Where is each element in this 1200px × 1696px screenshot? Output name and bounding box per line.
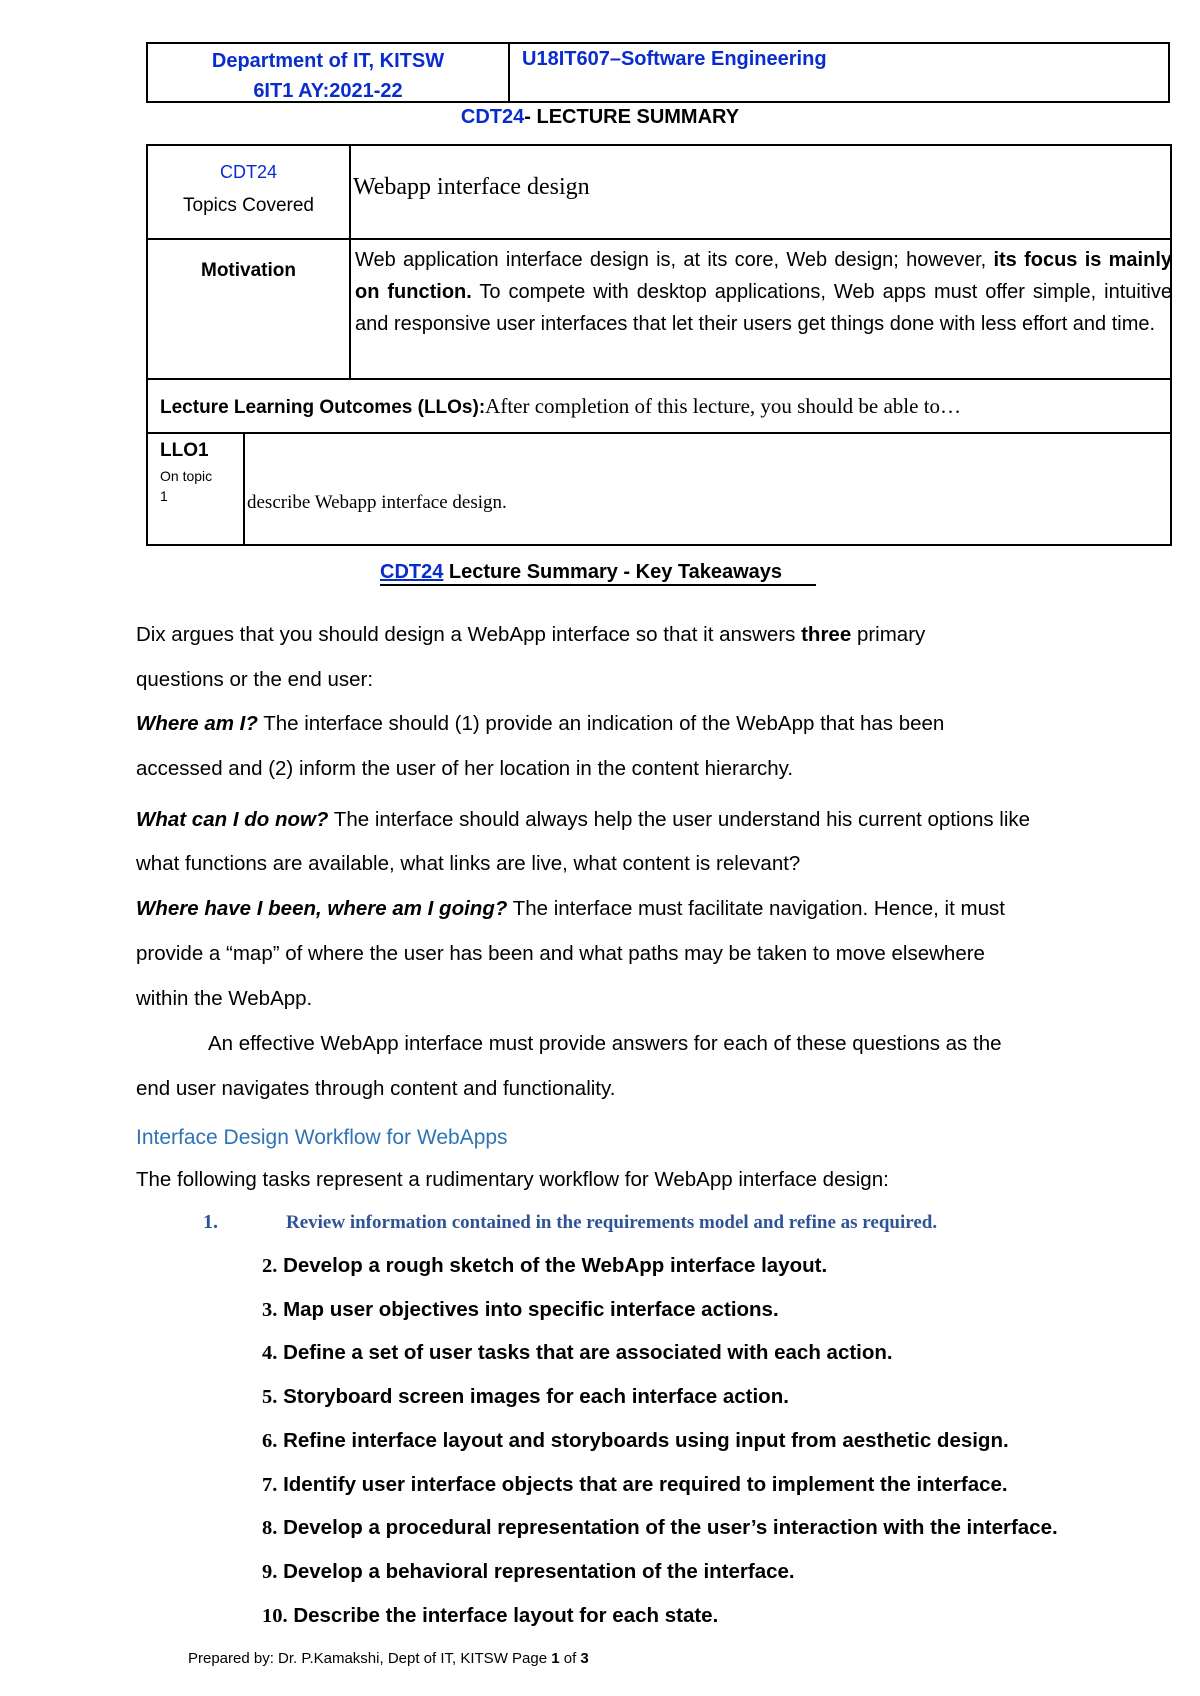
llo-heading-row	[148, 380, 1170, 434]
workflow-step	[262, 1429, 1009, 1453]
motivation-text-part2: To compete with desktop applications, Web apps must offer simple, intuitive and responsive user interfaces that let their users get things done with less effort and time.	[355, 281, 1172, 335]
motivation-label: Motivation	[201, 260, 296, 281]
question-1-line-1	[136, 712, 944, 736]
footer-of: of	[559, 1650, 581, 1667]
llo-on-topic: On topic	[160, 468, 213, 484]
step-number: 5.	[262, 1386, 278, 1408]
topics-row	[148, 146, 1170, 240]
question-1-text: The interface should (1) provide an indication of the WebApp that has been	[257, 712, 945, 735]
topic-value: Webapp interface design	[353, 174, 590, 200]
step-text: Define a set of user tasks that are associated with each action.	[283, 1341, 893, 1364]
step-number: 1.	[203, 1211, 218, 1233]
step-number: 9.	[262, 1561, 278, 1583]
step-text: Storyboard screen images for each interface action.	[283, 1385, 789, 1408]
question-1-label: Where am I?	[136, 712, 258, 735]
step-number: 8.	[262, 1517, 278, 1539]
footer	[188, 1650, 589, 1667]
takeaways-code: CDT24	[380, 561, 444, 583]
workflow-heading: Interface Design Workflow for WebApps	[136, 1126, 508, 1149]
lecture-code: CDT24	[460, 106, 525, 128]
intro-line-2: questions or the end user:	[136, 668, 374, 691]
step-number: 10.	[262, 1605, 288, 1627]
takeaways-title	[380, 560, 816, 586]
intro-text: Dix argues that you should design a WebApp interface so that it answers	[136, 623, 802, 646]
llo-heading-bold: Lecture Learning Outcomes (LLOs):	[160, 397, 486, 418]
header-box	[146, 42, 1170, 103]
step-number: 7.	[262, 1474, 278, 1496]
motivation-text	[351, 240, 1172, 340]
llo1-label-cell	[148, 434, 245, 544]
summary-table	[146, 144, 1172, 546]
question-2-label: What can I do now?	[136, 808, 329, 831]
question-2-text: The interface should always help the user understand his current options like	[328, 808, 1031, 831]
intro-text-end: primary	[851, 623, 926, 646]
step-text: Identify user interface objects that are required to implement the interface.	[283, 1473, 1008, 1496]
workflow-step	[262, 1298, 779, 1322]
llo1-row	[148, 434, 1170, 544]
question-2-line-1	[136, 808, 1030, 832]
question-1-line-2: accessed and (2) inform the user of her location in the content hierarchy.	[136, 757, 794, 780]
llo-topic-number: 1	[160, 488, 168, 504]
workflow-step	[262, 1604, 718, 1628]
footer-text: Prepared by: Dr. P.Kamakshi, Dept of IT, KITSW Page	[188, 1650, 552, 1667]
academic-year-line: 6IT1 AY:2021-22	[253, 80, 403, 102]
question-3-text: The interface must facilitate navigation. Hence, it must	[507, 897, 1005, 920]
topic-code: CDT24	[219, 162, 277, 182]
intro-line-1	[136, 623, 925, 647]
intro-bold: three	[801, 623, 852, 646]
lecture-title-rest: - LECTURE SUMMARY	[524, 106, 740, 128]
question-3-label: Where have I been, where am I going?	[136, 897, 508, 920]
workflow-intro: The following tasks represent a rudimentary workflow for WebApp interface design:	[136, 1168, 889, 1191]
lecture-title	[0, 106, 1200, 129]
course-title: U18IT607–Software Engineering	[522, 48, 827, 70]
workflow-step	[262, 1254, 827, 1278]
workflow-step	[262, 1385, 789, 1409]
topics-covered-label: Topics Covered	[183, 195, 314, 216]
motivation-text-part1: Web application interface design is, at its core, Web design; however,	[355, 249, 994, 271]
workflow-step	[262, 1473, 1008, 1497]
step-text: Refine interface layout and storyboards using input from aesthetic design.	[283, 1429, 1009, 1452]
step-text: Develop a behavioral representation of the interface.	[283, 1560, 795, 1583]
header-department	[148, 44, 510, 101]
question-3-line-3: within the WebApp.	[136, 987, 313, 1010]
llo-id: LLO1	[160, 440, 209, 461]
motivation-row	[148, 240, 1173, 380]
step-number: 6.	[262, 1430, 278, 1452]
effective-line-2: end user navigates through content and functionality.	[136, 1077, 616, 1100]
page-number: 1	[551, 1650, 560, 1667]
workflow-step	[262, 1341, 893, 1365]
effective-line-1: An effective WebApp interface must provide answers for each of these questions as the	[208, 1032, 1002, 1055]
step-number: 4.	[262, 1342, 278, 1364]
step-text: Develop a procedural representation of the user’s interaction with the interface.	[283, 1516, 1058, 1539]
workflow-step	[262, 1560, 795, 1584]
step-number: 2.	[262, 1255, 278, 1277]
step-text: Describe the interface layout for each state.	[293, 1604, 719, 1627]
takeaways-title-text: Lecture Summary - Key Takeaways	[443, 561, 783, 583]
page-total: 3	[580, 1650, 589, 1667]
question-2-line-2: what functions are available, what links are live, what content is relevant?	[136, 852, 801, 875]
step-text: Review information contained in the requirements model and refine as required.	[286, 1212, 938, 1233]
question-3-line-2: provide a “map” of where the user has been and what paths may be taken to move elsewhere	[136, 942, 985, 965]
llo-heading	[160, 394, 961, 419]
step-number: 3.	[262, 1299, 278, 1321]
question-3-line-1	[136, 897, 1005, 921]
workflow-step	[262, 1516, 1058, 1540]
department-line: Department of IT, KITSW	[211, 50, 445, 72]
llo-heading-rest: After completion of this lecture, you should be able to…	[485, 394, 962, 418]
topics-label-cell	[148, 146, 351, 238]
step-text: Map user objectives into specific interface actions.	[283, 1298, 779, 1321]
motivation-text-bold: its focus is mainly on function.	[355, 249, 1173, 303]
step-text: Develop a rough sketch of the WebApp interface layout.	[283, 1254, 828, 1277]
llo-text: describe Webapp interface design.	[247, 492, 507, 513]
motivation-label-cell	[148, 240, 351, 378]
